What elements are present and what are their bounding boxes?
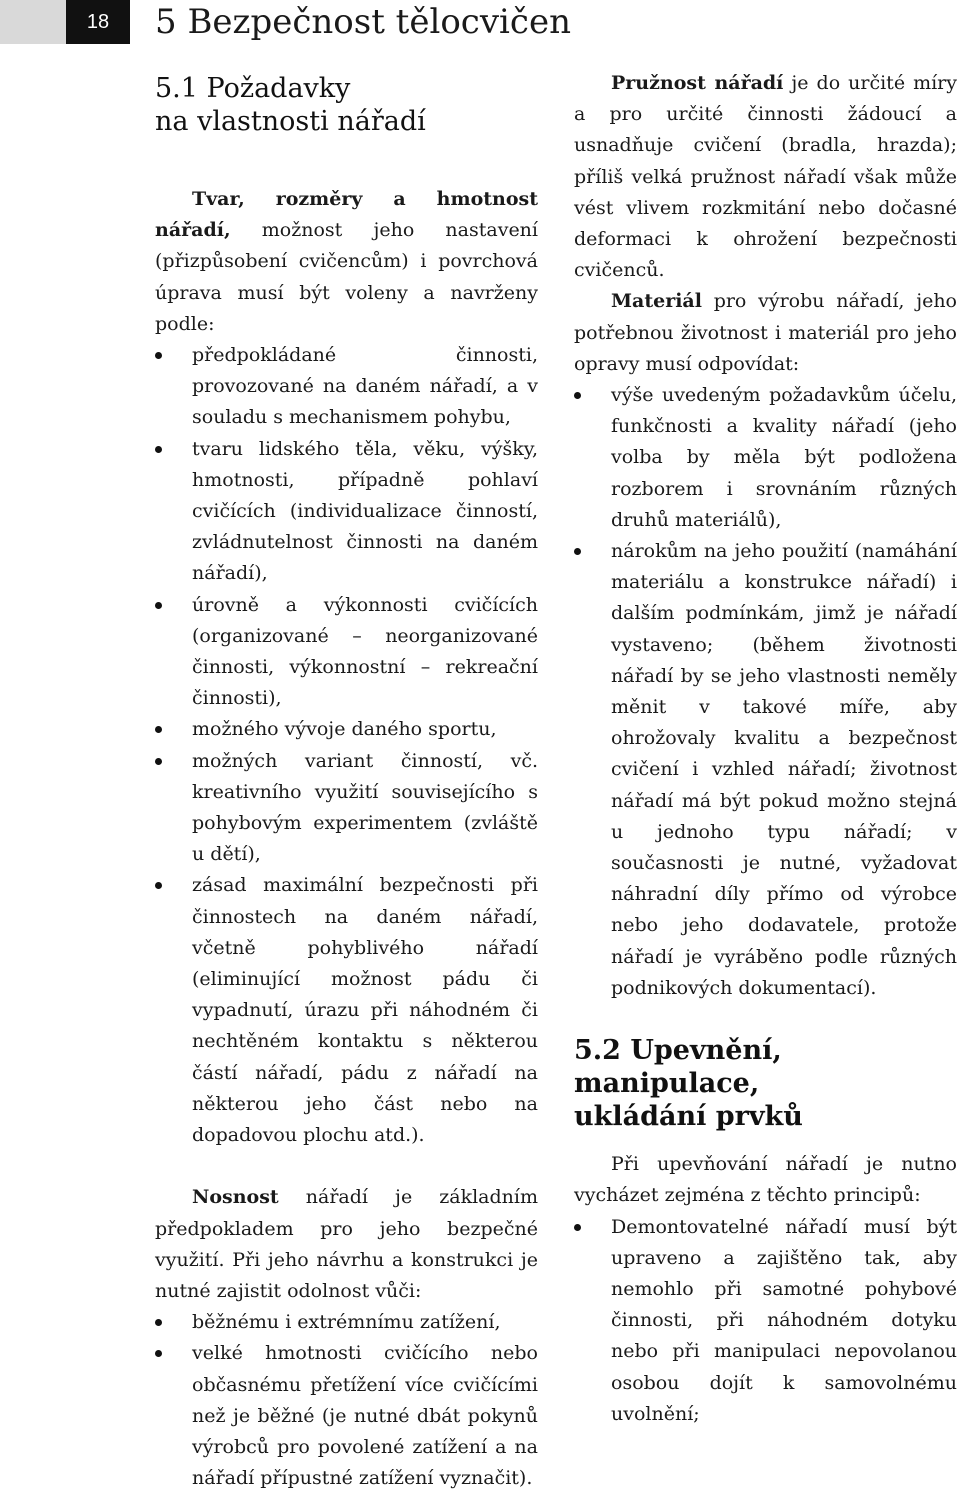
section-title-5-2 (574, 1034, 957, 1133)
section2-list (574, 1212, 957, 1430)
list-item (155, 1307, 538, 1338)
bullet-icon (155, 758, 162, 765)
nosnost-text: nářadí je základním předpokladem pro jeho bezpečné využití. Při jeho návrhu a konstrukci je nutné zajistit odolnost vůči: (155, 1186, 538, 1302)
list-item (574, 380, 957, 536)
list-item (155, 714, 538, 745)
left-column (155, 72, 538, 1494)
list-item (155, 1338, 538, 1494)
right-column (574, 68, 957, 1430)
section2-title-line1: 5.2 Upevnění, manipulace, (574, 1035, 782, 1100)
list-item-text: Demontovatelné nářadí musí být upraveno a zajištěno tak, aby nemohlo při samotné pohybové činnosti, při náhodném dotyku nebo při manipulaci nepovolanou osobou dojít k samovolnému uvolnění; (611, 1215, 957, 1425)
material-list (574, 380, 957, 1004)
intro-paragraph (155, 184, 538, 340)
nosnost-paragraph (155, 1182, 538, 1307)
list-item (574, 536, 957, 1004)
intro-text: možnost jeho nastavení (přizpůsobení cvičencům) i povrchová úprava musí být voleny a navrženy podle: (155, 219, 538, 335)
list-item-text: nárokům na jeho použití (namáhání materiálu a konstrukce nářadí) i dalším podmínkám, jimž je nářadí vystaveno; (během životnosti nářadí by se jeho vlastnosti neměly měnit v takové míře, aby ohrožovaly kvalitu a bezpečnost cvičení i vzhled nářadí; životnost nářadí má být pokud možno stejná u jednoho typu nářadí; v současnosti je nutné, vyžadovat náhradní díly přímo od výrobce nebo jeho dodavatele, protože nářadí je vyráběno podle různých podnikových dokumentací). (611, 540, 957, 999)
list-item-text: možných variant činností, vč. kreativního využití souvisejícího s pohybovým experimentem (zvláště u dětí), (192, 749, 538, 866)
list-item (155, 434, 538, 590)
list-item (155, 746, 538, 871)
pruznost-paragraph (574, 68, 957, 286)
nosnost-bold: Nosnost (192, 1186, 279, 1209)
list-item-text: tvaru lidského těla, věku, výšky, hmotnosti, případně pohlaví cvičících (individualizace činností, zvládnutelnost činnosti na daném nářadí), (192, 437, 538, 585)
section-title-line1: 5.1 Požadavky (155, 73, 351, 104)
bullet-icon (155, 1350, 162, 1357)
bullet-icon (155, 602, 162, 609)
intro-bold: Tvar, rozměry a hmotnost nářadí, (155, 188, 538, 242)
material-text: pro výrobu nářadí, jeho potřebnou životnost i materiál pro jeho opravy musí odpovídat: (574, 290, 957, 375)
section-title-line2: na vlastnosti nářadí (155, 106, 426, 137)
list-item-text: výše uvedeným požadavkům účelu, funkčnosti a kvality nářadí (jeho volba by měla být podložena rozborem i srovnáním různých druhů materiálů), (611, 384, 957, 531)
bullet-icon (155, 882, 162, 889)
list-item-text: velké hmotnosti cvičícího nebo občasnému přetížení více cvičícími než je běžné (je nutné dbát pokynů výrobců pro povolené zatížení a na nářadí přípustné zatížení vyznačit). (192, 1342, 538, 1490)
list-item-text: běžnému i extrémnímu zatížení, (192, 1311, 501, 1334)
chapter-title: 5 Bezpečnost tělocvičen (155, 2, 571, 42)
bullet-icon (155, 726, 162, 733)
nosnost-list (155, 1307, 538, 1494)
list-item (574, 1212, 957, 1430)
material-bold: Materiál (611, 290, 702, 313)
list-item (155, 870, 538, 1151)
list-item-text: úrovně a výkonnosti cvičících (organizované – neorganizované činnosti, výkonnostní – rekreační činnosti), (192, 593, 538, 710)
list-item-text: zásad maximální bezpečnosti při činnostech na daném nářadí, včetně pohyblivého nářadí (eliminující možnost pádu či vypadnutí, úrazu při náhodném či nechtěném kontaktu s některou částí nářadí, pádu z nářadí na některou jeho část nebo na dopadovou plochu atd.). (192, 874, 538, 1147)
list-item (155, 340, 538, 434)
pruznost-bold: Pružnost nářadí (611, 72, 784, 94)
section-title-5-1 (155, 72, 538, 138)
bullet-icon (155, 446, 162, 453)
bullet-icon (574, 548, 581, 555)
list-item-text: možného vývoje daného sportu, (192, 718, 497, 741)
list-item-text: předpokládané činnosti, provozované na daném nářadí, a v souladu s mechanismem pohybu, (192, 344, 538, 429)
page-number: 18 (66, 0, 130, 44)
material-paragraph (574, 286, 957, 380)
section2-title-line2: ukládání prvků (574, 1101, 803, 1133)
list-item (155, 590, 538, 715)
bullet-icon (574, 392, 581, 399)
bullet-icon (155, 352, 162, 359)
bullet-icon (155, 1319, 162, 1326)
bullet-icon (574, 1224, 581, 1231)
section2-intro: Při upevňování nářadí je nutno vycházet zejména z těchto principů: (574, 1153, 957, 1207)
requirements-list (155, 340, 538, 1151)
pruznost-text: je do určité míry a pro určité činnosti žádoucí a usnadňuje cvičení (bradla, hrazda); příliš velká pružnost nářadí však může vést vlivem rozkmitání nebo dočasné deformaci k ohrožení bezpečnosti cvičenců. (574, 72, 957, 282)
